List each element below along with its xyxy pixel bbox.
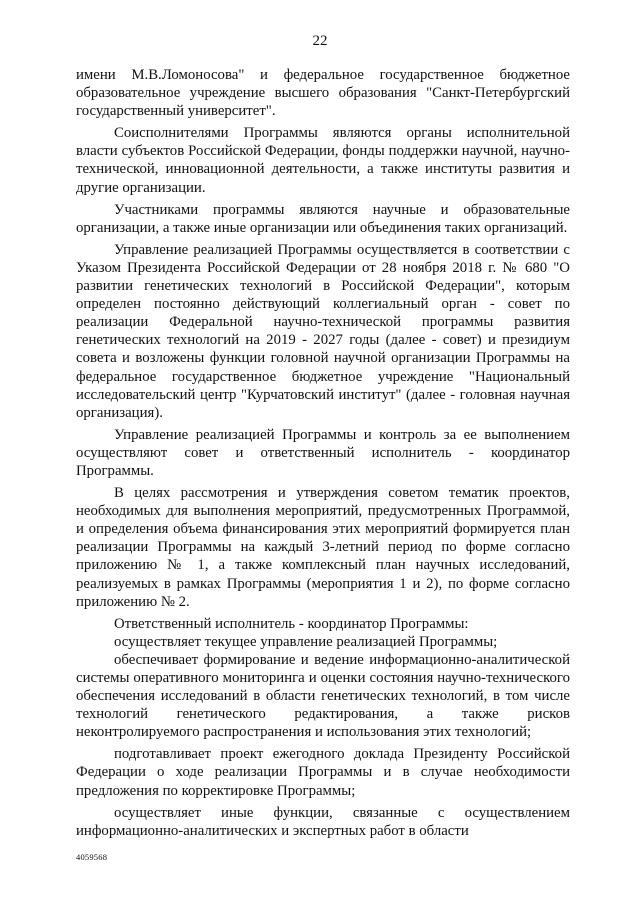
- paragraph-8: осуществляет текущее управление реализацией Программы;: [114, 633, 498, 650]
- paragraph-11: осуществляет иные функции, связанные с осуществлением информационно-аналитических и экспертных работ в области: [76, 804, 570, 839]
- paragraph-7: Ответственный исполнитель - координатор Программы:: [114, 615, 469, 632]
- paragraph-6: В целях рассмотрения и утверждения советом тематик проектов, необходимых для выполнения мероприятий, предусмотренных Программой, и определения объема финансирования этих мероприятий формируется план реализации Программы на каждый 3-летний период по форме согласно приложению № 1, а также комплексный план научных исследований, реализуемых в рамках Программы (мероприятия 1 и 2), по форме согласно приложению № 2.: [76, 485, 570, 610]
- document-body: [76, 66, 570, 840]
- document-code: 4059568: [76, 852, 108, 862]
- page-number: 22: [312, 33, 328, 49]
- paragraph-2: Соисполнителями Программы являются органы исполнительной власти субъектов Российской Федерации, фонды поддержки научной, научно-технической, инновационной деятельности, а также институты развития и другие организации.: [76, 125, 570, 196]
- paragraph-1: имени М.В.Ломоносова" и федеральное государственное бюджетное образовательное учреждение высшего образования "Санкт-Петербургский государственный университет".: [76, 67, 570, 120]
- paragraph-4: Управление реализацией Программы осуществляется в соответствии с Указом Президента Российской Федерации от 28 ноября 2018 г. № 680 "О развитии генетических технологий в Российской Федерации", которым определен постоянно действующий коллегиальный орган - совет по реализации Федеральной научно-технической программы развития генетических технологий на 2019 - 2027 годы (далее - совет) и президиум совета и возложены функции головной научной организации Программы на федеральное государственное бюджетное учреждение "Национальный исследовательский центр "Курчатовский институт" (далее - головная научная организация).: [76, 241, 570, 421]
- paragraph-9: обеспечивает формирование и ведение информационно-аналитической системы оперативного мониторинга и оценки состояния научно-технического обеспечения исследований в области генетических технологий, в том числе технологий генетического редактирования, а также рисков неконтролируемого распространения и использования этих технологий;: [76, 651, 570, 741]
- paragraph-10: подготавливает проект ежегодного доклада Президенту Российской Федерации о ходе реализации Программы и в случае необходимости предложения по корректировке Программы;: [76, 746, 570, 799]
- paragraph-3: Участниками программы являются научные и образовательные организации, а также иные организации или объединения таких организаций.: [76, 201, 570, 236]
- paragraph-5: Управление реализацией Программы и контроль за ее выполнением осуществляют совет и ответственный исполнитель - координатор Программы.: [76, 426, 570, 479]
